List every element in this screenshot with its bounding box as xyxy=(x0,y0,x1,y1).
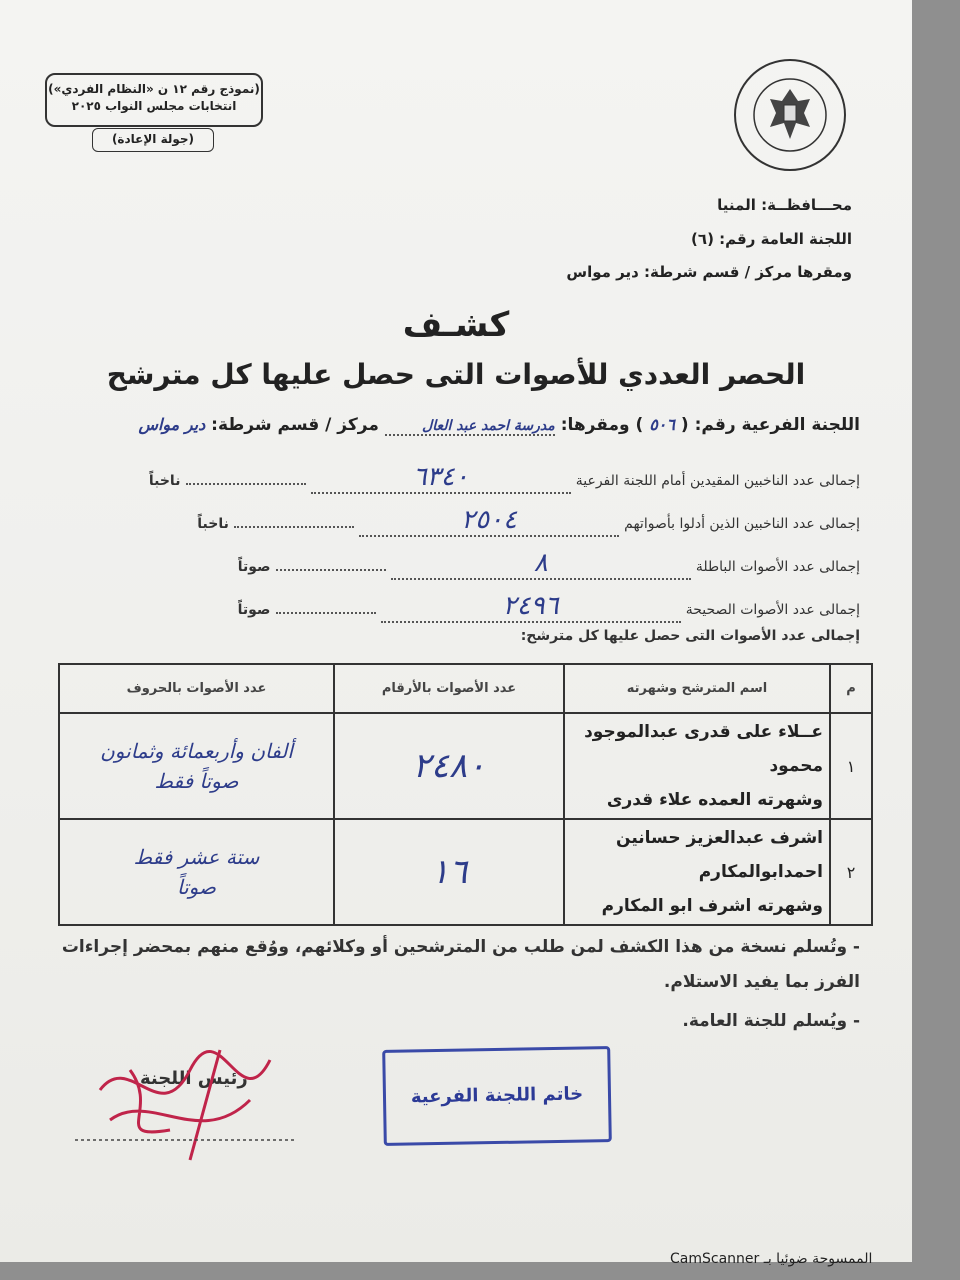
total-unit: ناخباً xyxy=(197,516,229,532)
row-number: ١ xyxy=(830,713,872,819)
candidate-cell xyxy=(564,819,830,925)
votes-table xyxy=(58,663,873,926)
votes-digits-cell xyxy=(334,713,564,819)
round-label: (جولة الإعادة) xyxy=(92,128,214,152)
form-model-box xyxy=(45,73,263,127)
police-label: مركز / قسم شرطة: xyxy=(211,415,379,435)
sub-committee-line xyxy=(138,415,860,436)
total-value: ٦٣٤٠ xyxy=(311,462,571,494)
total-valid-row xyxy=(50,591,860,623)
table-header-row xyxy=(59,664,872,713)
note-line2: الفرز بما يفيد الاستلام. xyxy=(663,972,860,992)
candidates-intro: إجمالى عدد الأصوات التى حصل عليها كل مترشح: xyxy=(520,628,860,644)
col-header-num: م xyxy=(830,664,872,713)
sub-committee-label: اللجنة الفرعية رقم: ( xyxy=(680,415,860,435)
candidate-name: اشرف عبدالعزيز حسانين احمدابوالمكارم xyxy=(616,828,823,882)
police-value: دير مواس xyxy=(138,415,206,434)
sub-committee-location: مدرسة احمد عبد العال xyxy=(385,418,555,436)
votes-words-cell xyxy=(59,819,334,925)
document-title: كشـف xyxy=(402,305,510,345)
signature-scribble xyxy=(70,1030,300,1170)
total-unit: صوتاً xyxy=(237,559,271,575)
table-row xyxy=(59,819,872,925)
camscanner-footer: الممسوحة ضوئيا بـ CamScanner xyxy=(670,1251,873,1267)
sub-committee-mid: ) ومقرها: xyxy=(560,415,644,435)
form-model-line1: (نموذج رقم ١٢ ن «النظام الفردي») xyxy=(48,82,260,96)
note-line3: - ويُسلم للجنة العامة. xyxy=(682,1011,860,1031)
votes-digits-cell xyxy=(334,819,564,925)
general-committee-line: اللجنة العامة رقم: (٦) xyxy=(691,230,852,248)
total-label: إجمالى عدد الناخبين الذين أدلوا بأصواتهم xyxy=(624,516,860,532)
total-registered-row xyxy=(50,462,860,494)
seat-line: ومقرها مركز / قسم شرطة: دير مواس xyxy=(566,263,852,281)
total-value: ٢٤٩٦ xyxy=(381,591,681,623)
col-header-votes-words: عدد الأصوات بالحروف xyxy=(59,664,334,713)
election-authority-logo xyxy=(730,55,850,175)
votes-digits: ١٦ xyxy=(430,852,468,892)
table-row xyxy=(59,713,872,819)
total-invalid-row xyxy=(50,548,860,580)
total-value: ٢٥٠٤ xyxy=(359,505,619,537)
candidate-name: عــلاء على قدرى عبدالموجود محمود xyxy=(584,722,823,776)
total-voted-row xyxy=(50,505,860,537)
signature-label: رئيس اللجنة xyxy=(140,1068,248,1089)
candidate-alias: وشهرته العمده علاء قدرى xyxy=(606,790,823,810)
col-header-votes-digits: عدد الأصوات بالأرقام xyxy=(334,664,564,713)
total-label: إجمالى عدد الأصوات الباطلة xyxy=(695,559,860,575)
votes-words-cell xyxy=(59,713,334,819)
candidate-alias: وشهرته اشرف ابو المكارم xyxy=(601,896,823,916)
votes-words-line1: ستة عشر فقط xyxy=(133,845,260,869)
total-label: إجمالى عدد الأصوات الصحيحة xyxy=(685,602,860,618)
governorate-line: محـــافظــة: المنيا xyxy=(717,196,852,214)
note-line1: - وتُسلم نسخة من هذا الكشف لمن طلب من المترشحين أو وكلائهم، ووُقع منهم بمحضر إجراءات xyxy=(61,937,860,957)
form-model-line2: انتخابات مجلس النواب ٢٠٢٥ xyxy=(71,99,237,113)
votes-words-line2: صوتاً فقط xyxy=(154,769,239,793)
col-header-name: اسم المترشح وشهرته xyxy=(564,664,830,713)
sub-committee-number: ٥٠٦ xyxy=(649,415,675,434)
total-unit: ناخباً xyxy=(148,473,181,489)
total-label: إجمالى عدد الناخبين المقيدين أمام اللجنة الفرعية xyxy=(575,473,860,489)
total-value: ٨ xyxy=(391,548,691,580)
votes-digits: ٢٤٨٠ xyxy=(412,746,486,786)
document-subtitle: الحصر العددي للأصوات التى حصل عليها كل مترشح xyxy=(106,358,806,391)
row-number: ٢ xyxy=(830,819,872,925)
candidate-cell xyxy=(564,713,830,819)
sub-committee-stamp: خاتم اللجنة الفرعية xyxy=(382,1046,612,1146)
votes-words-line2: صوتاً xyxy=(177,875,216,899)
votes-words-line1: ألفان وأربعمائة وثمانون xyxy=(100,739,293,763)
total-unit: صوتاً xyxy=(237,602,271,618)
